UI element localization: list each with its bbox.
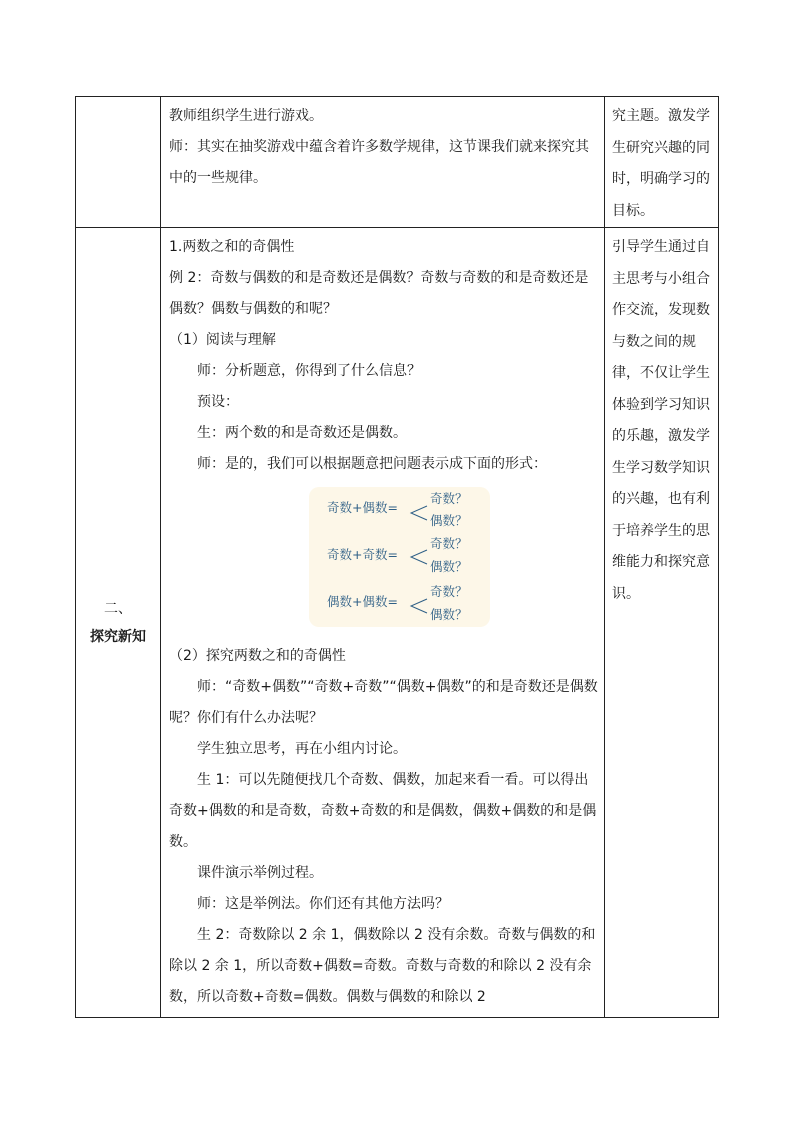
stage-number: 二、 [104, 600, 132, 617]
bracket-icon [411, 550, 427, 564]
diagram-expression: 偶数+偶数= [327, 594, 398, 609]
diagram-expression: 奇数+奇数= [327, 547, 398, 562]
diagram-group [327, 491, 468, 528]
diagram-option: 奇数？ [430, 491, 468, 506]
section-heading: 1.两数之和的奇偶性 [169, 239, 295, 255]
design-intent-cell: 究主题。激发学生研究兴趣的同时，明确学习的目标。 [605, 97, 719, 228]
paragraph: 生 2：奇数除以 2 余 1，偶数除以 2 没有余数。奇数与偶数的和除以 2 余 1，所以奇数+偶数=奇数。奇数与奇数的和除以 2 没有余数，所以奇数+奇数=偶数。偶数与偶数的和除以 2 [169, 927, 596, 1005]
diagram-option: 偶数？ [430, 607, 468, 622]
content-cell [161, 97, 605, 228]
stage-cell [76, 228, 161, 1018]
table-row [76, 228, 719, 1018]
lesson-plan-table [75, 96, 719, 1018]
content-line: 教师组织学生进行游戏。 [169, 108, 323, 124]
subheading-explore: （2）探究两数之和的奇偶性 [169, 648, 346, 664]
stage-title: 探究新知 [90, 628, 146, 645]
paragraph: 师：“奇数+偶数”“奇数+奇数”“偶数+偶数”的和是奇数还是偶数呢？你们有什么办法呢？ [169, 679, 598, 726]
diagram-group [327, 536, 468, 574]
paragraph: 师：是的，我们可以根据题意把问题表示成下面的形式： [197, 456, 547, 472]
diagram-expression: 奇数+偶数= [327, 500, 398, 515]
parity-diagram-svg [309, 487, 490, 627]
example-text: 例 2：奇数与偶数的和是奇数还是偶数？奇数与奇数的和是奇数还是偶数？偶数与偶数的和呢？ [169, 270, 589, 317]
paragraph: 预设： [197, 394, 239, 410]
paragraph: 生 1：可以先随便找几个奇数、偶数，加起来看一看。可以得出奇数+偶数的和是奇数，奇数+奇数的和是偶数，偶数+偶数的和是偶数。 [169, 772, 597, 850]
paragraph: 学生独立思考，再在小组内讨论。 [197, 741, 407, 757]
paragraph: 生：两个数的和是奇数还是偶数。 [197, 425, 407, 441]
table-row [76, 97, 719, 228]
design-intent-cell: 引导学生通过自主思考与小组合作交流，发现数与数之间的规律，不仅让学生体验到学习知识的乐趣，激发学生学习数学知识的兴趣，也有利于培养学生的思维能力和探究意识。 [605, 228, 719, 1018]
paragraph: 课件演示举例过程。 [197, 865, 323, 881]
diagram-option: 奇数？ [430, 584, 468, 599]
paragraph: 师：分析题意，你得到了什么信息？ [197, 363, 421, 379]
diagram-option: 偶数？ [430, 513, 468, 528]
stage-cell-empty [76, 97, 161, 228]
bracket-icon [411, 506, 427, 520]
diagram-option: 偶数？ [430, 559, 468, 574]
content-cell [161, 228, 605, 1018]
subheading-reading: （1）阅读与理解 [169, 332, 276, 348]
diagram-group [327, 584, 468, 622]
bracket-icon [411, 599, 427, 613]
content-line: 师：其实在抽奖游戏中蕴含着许多数学规律，这节课我们就来探究其中的一些规律。 [169, 139, 589, 186]
parity-diagram [309, 487, 490, 627]
paragraph: 师：这是举例法。你们还有其他方法吗？ [197, 896, 449, 912]
diagram-option: 奇数？ [430, 536, 468, 551]
